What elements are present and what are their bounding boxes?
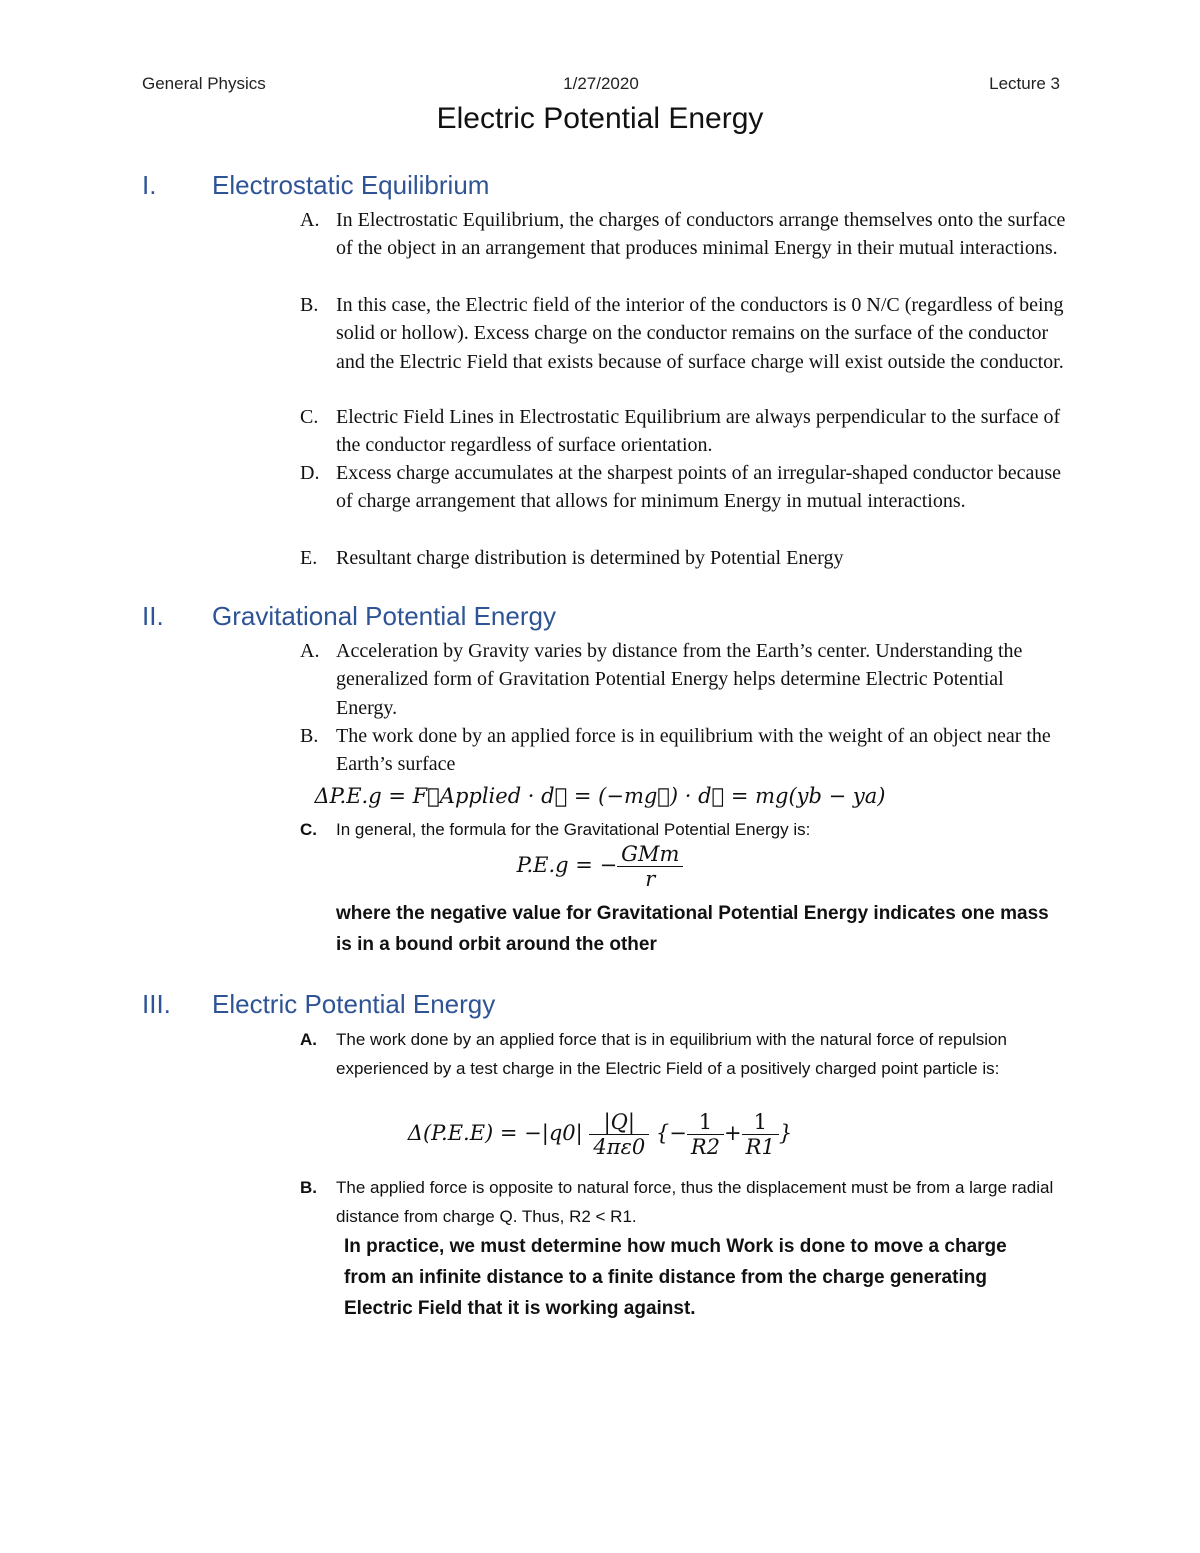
equation-lhs: Δ(P.E.E) = −|q0| bbox=[407, 1121, 583, 1145]
item-text: In general, the formula for the Gravitational Potential Energy is: bbox=[336, 820, 811, 839]
fraction bbox=[742, 1110, 779, 1159]
equation-electric-pe bbox=[0, 1110, 1200, 1159]
page-header bbox=[142, 74, 1060, 98]
gravity-note: where the negative value for Gravitational Potential Energy indicates one mass is in a bound orbit around the other bbox=[336, 903, 1049, 955]
electric-note: In practice, we must determine how much Work is done to move a charge from an infinite distance to a finite distance from the charge generating Electric Field that it is working against. bbox=[344, 1236, 1007, 1319]
equation-gravitational-pe bbox=[0, 842, 1200, 891]
brace-close: } bbox=[778, 1121, 793, 1145]
plus-sign: + bbox=[724, 1121, 742, 1145]
course-name: General Physics bbox=[142, 74, 266, 93]
section-title: Electrostatic Equilibrium bbox=[212, 170, 490, 200]
item-text: Resultant charge distribution is determined by Potential Energy bbox=[336, 547, 844, 569]
fraction bbox=[589, 1110, 649, 1159]
item-letter: B. bbox=[300, 294, 319, 316]
section-title: Electric Potential Energy bbox=[212, 989, 496, 1019]
item-letter: A. bbox=[300, 640, 320, 662]
fraction-denominator: r bbox=[645, 867, 656, 891]
item-letter: A. bbox=[300, 1030, 317, 1049]
item-text: The applied force is opposite to natural force, thus the displacement must be from a large radial distance from charge Q. Thus, R2 < R1. bbox=[336, 1178, 1054, 1226]
item-letter: C. bbox=[300, 406, 319, 428]
fraction-numerator: 1 bbox=[742, 1110, 779, 1135]
item-text: In this case, the Electric field of the interior of the conductors is 0 N/C (regardless of being solid or hollow). Excess charge on the conductor remains on the surface of the conductor and the Electric Field that exists because of surface charge will exist outside the conductor. bbox=[336, 294, 1064, 373]
document-title: Electric Potential Energy bbox=[436, 102, 764, 135]
fraction bbox=[617, 842, 683, 891]
equation-gravitational-work: ΔP.E.g = F⃗Applied · d⃗ = (−mg⃗) · d⃗ = mg(yb − ya) bbox=[314, 784, 886, 808]
item-letter: B. bbox=[300, 1178, 317, 1197]
item-text: In Electrostatic Equilibrium, the charges of conductors arrange themselves onto the surface of the object in an arrangement that produces minimal Energy in their mutual interactions. bbox=[336, 209, 1066, 260]
section-number: I. bbox=[142, 170, 157, 200]
section-number: II. bbox=[142, 601, 164, 631]
fraction-numerator: GMm bbox=[617, 842, 683, 867]
section-title: Gravitational Potential Energy bbox=[212, 601, 556, 631]
item-letter: A. bbox=[300, 209, 320, 231]
fraction-denominator: R1 bbox=[745, 1135, 775, 1159]
item-text: The work done by an applied force that is in equilibrium with the natural force of repulsion experienced by a test charge in the Electric Field of a positively charged point particle is: bbox=[336, 1030, 1007, 1078]
fraction-numerator: 1 bbox=[687, 1110, 724, 1135]
item-letter: C. bbox=[300, 820, 317, 839]
item-text: The work done by an applied force is in equilibrium with the weight of an object near the Earth’s surface bbox=[336, 725, 1051, 776]
fraction-denominator: R2 bbox=[690, 1135, 721, 1159]
brace-open: {− bbox=[655, 1121, 687, 1145]
fraction bbox=[687, 1110, 724, 1159]
fraction-numerator: |Q| bbox=[589, 1110, 649, 1135]
lecture-number: Lecture 3 bbox=[989, 74, 1060, 93]
equation-lhs: P.E.g = − bbox=[516, 853, 618, 877]
item-text: Electric Field Lines in Electrostatic Equilibrium are always perpendicular to the surface of the conductor regardless of surface orientation. bbox=[336, 406, 1061, 457]
item-letter: E. bbox=[300, 547, 318, 569]
item-letter: B. bbox=[300, 725, 319, 747]
item-text: Acceleration by Gravity varies by distance from the Earth’s center. Understanding the generalized form of Gravitation Potential Energy helps determine Electric Potential Energy. bbox=[336, 640, 1023, 719]
lecture-date: 1/27/2020 bbox=[563, 74, 639, 93]
section-number: III. bbox=[142, 989, 171, 1019]
fraction-denominator: 4πε0 bbox=[593, 1135, 646, 1159]
item-text: Excess charge accumulates at the sharpest points of an irregular-shaped conductor because of charge arrangement that allows for minimum Energy in mutual interactions. bbox=[336, 462, 1062, 513]
item-letter: D. bbox=[300, 462, 320, 484]
